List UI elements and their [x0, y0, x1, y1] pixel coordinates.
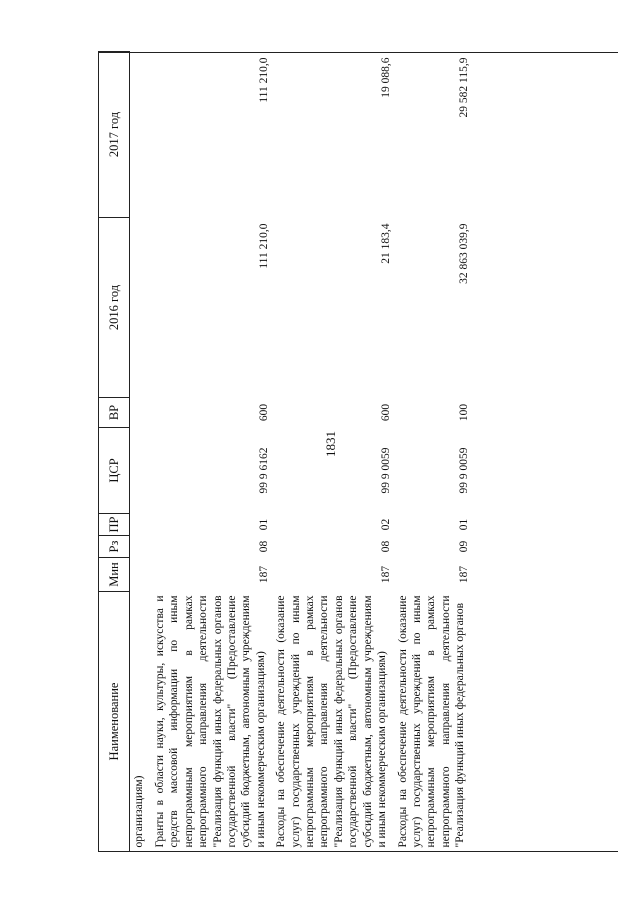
- table-row: [149, 52, 270, 852]
- row-vr: 600: [258, 403, 271, 422]
- row-2016: 111 210,0: [258, 223, 271, 269]
- header-pr: ПР: [99, 514, 130, 536]
- row-vr: 100: [457, 403, 470, 422]
- budget-table: [98, 51, 470, 852]
- row-csr: 99 9 0059: [379, 447, 392, 494]
- row-pr: 01: [258, 518, 271, 531]
- row-rz: 09: [457, 540, 470, 553]
- header-rz: Рз: [99, 536, 130, 558]
- table-border-left: [98, 851, 618, 852]
- row-2017: 19 088,6: [379, 57, 392, 98]
- rotated-table-container: [98, 52, 618, 852]
- continuation-text: организациям): [133, 775, 145, 848]
- row-pr: 02: [379, 518, 392, 531]
- header-csr: ЦСР: [99, 428, 130, 514]
- row-2017: 111 210,0: [258, 57, 271, 103]
- header-name: Наименование: [99, 592, 130, 852]
- page-number: 1831: [323, 431, 338, 457]
- row-rz: 08: [258, 540, 271, 553]
- row-pr: 01: [457, 518, 470, 531]
- row-name: Гранты в области науки, культуры, искусства и средств массовой информации по иным непрограммным мероприятиям в рамках непрограммного направления деятельности "Реализация функций иных федеральных органов государственной власти" (Предоставление субсидий бюджетным, автономным учреждениям и иным некоммерческим организациям): [154, 595, 267, 848]
- table-row: [270, 52, 391, 852]
- header-min: Мин: [99, 558, 130, 592]
- table-row: [392, 52, 470, 852]
- table-border-right: [98, 52, 618, 53]
- row-csr: 99 9 0059: [457, 447, 470, 494]
- table-header-row: [99, 52, 130, 852]
- row-rz: 08: [379, 540, 392, 553]
- row-2016: 21 183,4: [379, 223, 392, 264]
- row-2016: 32 863 039,9: [457, 223, 470, 284]
- header-2016: 2016 год: [99, 218, 130, 398]
- row-2017: 29 582 115,9: [457, 57, 470, 118]
- row-csr: 99 9 6162: [258, 447, 271, 494]
- row-name: Расходы на обеспечение деятельности (оказание услуг) государственных учреждений по иным непрограммным мероприятиям в рамках непрограммного направления деятельности "Реализация функций иных федеральных органов: [396, 595, 467, 848]
- row-name: Расходы на обеспечение деятельности (оказание услуг) государственных учреждений по иным непрограммным мероприятиям в рамках непрограммного направления деятельности "Реализация функций иных федеральных органов государственной власти" (Предоставление субсидий бюджетным, автономным учреждениям и иным некоммерческим организациям): [275, 595, 389, 848]
- row-vr: 600: [379, 403, 392, 422]
- row-min: 187: [379, 565, 392, 584]
- header-vr: ВР: [99, 398, 130, 428]
- row-min: 187: [457, 565, 470, 584]
- continuation-row: [130, 52, 150, 852]
- header-2017: 2017 год: [99, 52, 130, 218]
- row-min: 187: [258, 565, 271, 584]
